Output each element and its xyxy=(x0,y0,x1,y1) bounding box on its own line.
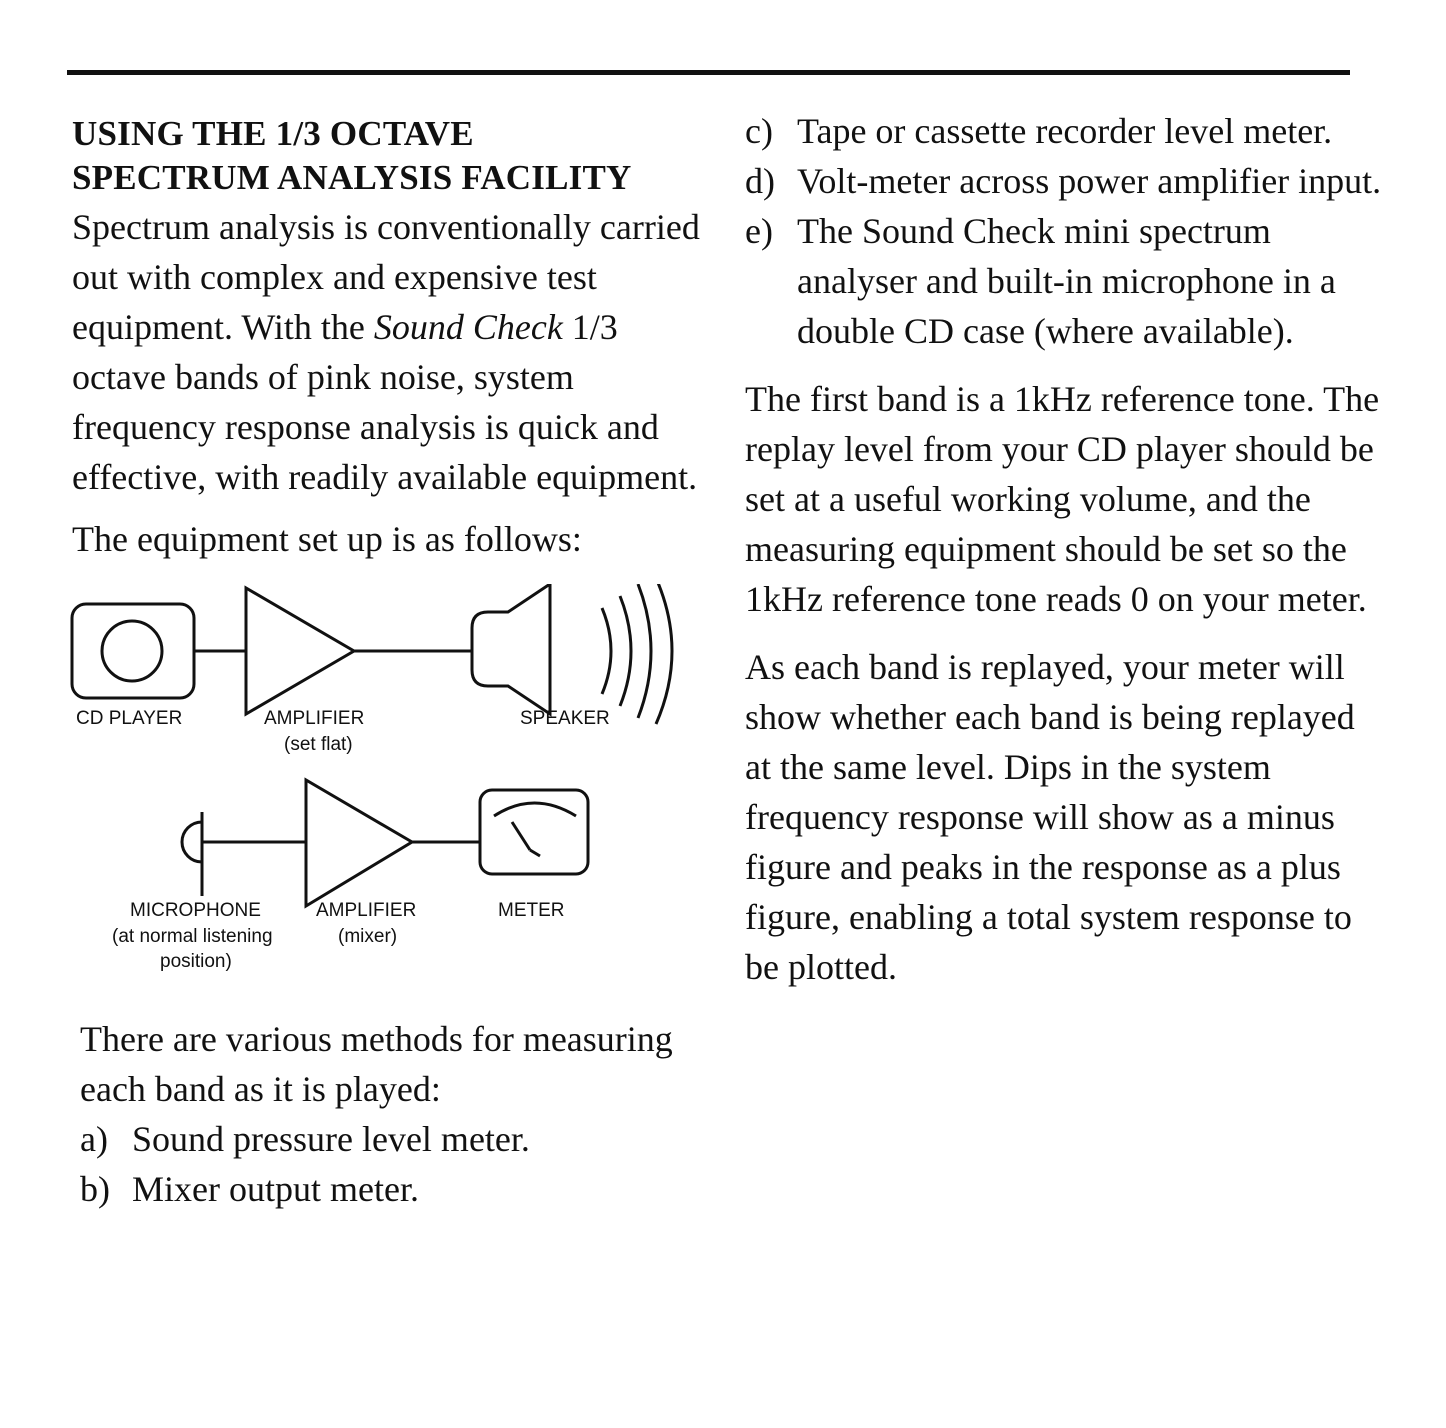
label-meter: METER xyxy=(498,900,565,921)
label-microphone: MICROPHONE xyxy=(130,900,261,921)
setup-line: The equipment set up is as follows: xyxy=(72,519,582,559)
amplifier-triangle-icon xyxy=(246,588,354,714)
label-amplifier-1: AMPLIFIER xyxy=(264,708,365,729)
replay-paragraph: As each band is replayed, your meter will show whether each band is being replayed at the same level. Dips in the system frequency response will show as a minus figure and peaks in the response as a plus figure, enabling a total system response to be plotted. xyxy=(745,647,1355,987)
equipment-setup-diagram xyxy=(68,584,708,1004)
heading-line-1: USING THE 1/3 OCTAVE xyxy=(72,114,474,153)
label-speaker: SPEAKER xyxy=(520,708,610,729)
meter-icon xyxy=(480,790,588,874)
list-item xyxy=(745,156,1385,206)
label-amplifier-2-note: (mixer) xyxy=(338,926,398,947)
top-rule xyxy=(67,70,1350,75)
label-amplifier-1-note: (set flat) xyxy=(284,734,353,755)
sound-waves-icon xyxy=(602,584,672,724)
list-item xyxy=(745,206,1385,356)
list-marker: d) xyxy=(745,161,775,201)
list-item-text: Mixer output meter. xyxy=(132,1169,419,1209)
intro-text-end: 1/3 octave bands of pink noise, system frequency response analysis is quick and effective, with readily available equipment. xyxy=(72,307,698,497)
methods-list-left xyxy=(80,1114,712,1214)
reference-tone-paragraph: The first band is a 1kHz reference tone. The replay level from your CD player should be set at a useful working volume, and the measuring equipment should be set so the 1kHz reference tone reads 0 on your meter. xyxy=(745,379,1380,619)
section-heading xyxy=(72,112,712,200)
label-cd-player: CD PLAYER xyxy=(76,708,183,729)
cd-player-icon xyxy=(72,604,194,698)
list-item-text: Sound pressure level meter. xyxy=(132,1119,530,1159)
speaker-icon xyxy=(472,584,550,714)
list-marker: e) xyxy=(745,211,773,251)
list-item xyxy=(80,1164,712,1214)
heading-line-2: SPECTRUM ANALYSIS FACILITY xyxy=(72,158,632,197)
list-item xyxy=(80,1114,712,1164)
label-amplifier-2: AMPLIFIER xyxy=(316,900,417,921)
label-microphone-note-2: position) xyxy=(160,951,232,972)
label-microphone-note-1: (at normal listening xyxy=(112,926,273,947)
list-item xyxy=(745,106,1385,156)
intro-text-start: Spectrum analysis is conventionally carried out with complex and expensive test equipment. With the xyxy=(72,207,700,347)
list-marker: b) xyxy=(80,1169,110,1209)
methods-intro: There are various methods for measuring each band as it is played: xyxy=(80,1019,673,1109)
list-marker: c) xyxy=(745,111,773,151)
list-item-text: Tape or cassette recorder level meter. xyxy=(797,111,1333,151)
intro-paragraph xyxy=(72,202,712,502)
left-column xyxy=(72,112,712,1214)
list-item-text: The Sound Check mini spectrum analyser and built-in microphone in a double CD case (where available). xyxy=(797,211,1336,351)
mixer-amplifier-triangle-icon xyxy=(306,780,412,906)
methods-list-right xyxy=(745,106,1385,356)
intro-italic-title: Sound Check xyxy=(373,307,563,347)
right-column xyxy=(745,106,1385,992)
microphone-icon xyxy=(182,812,202,896)
list-item-text: Volt-meter across power amplifier input. xyxy=(797,161,1382,201)
list-marker: a) xyxy=(80,1119,108,1159)
